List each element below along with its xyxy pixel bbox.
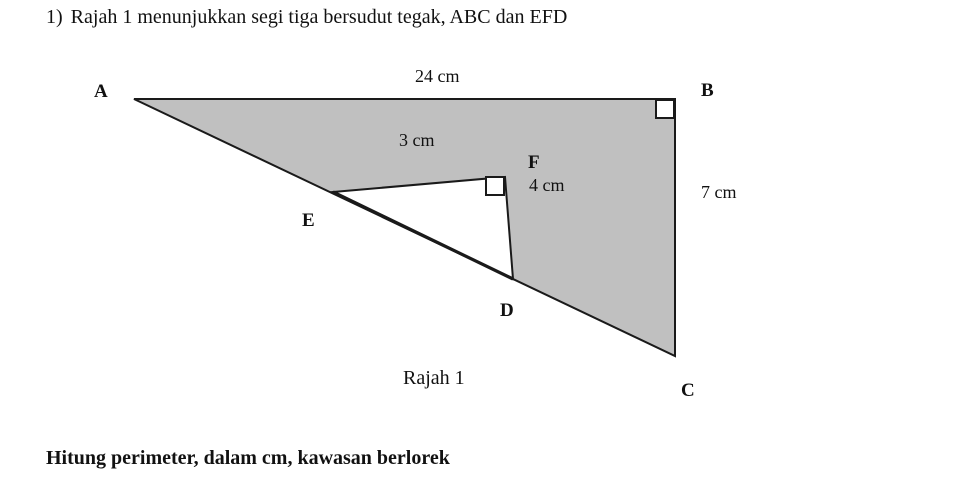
right-angle-marker-f	[486, 177, 504, 195]
diagram-caption: Rajah 1	[403, 367, 465, 389]
question-statement: Rajah 1 menunjukkan segi tiga bersudut tegak, ABC dan EFD	[70, 6, 568, 28]
measure-ef: 3 cm	[399, 130, 435, 150]
vertex-label-b: B	[701, 80, 714, 101]
right-angle-marker-b	[656, 100, 674, 118]
vertex-label-e: E	[302, 210, 315, 231]
vertex-label-a: A	[94, 81, 108, 102]
instruction-text: Hitung perimeter, dalam cm, kawasan berlorek	[46, 447, 450, 469]
vertex-label-c: C	[681, 380, 695, 401]
vertex-label-f: F	[528, 152, 540, 173]
measure-fd: 4 cm	[529, 175, 565, 195]
vertex-label-d: D	[500, 300, 514, 321]
measure-bc: 7 cm	[701, 182, 737, 202]
measure-ab: 24 cm	[415, 66, 460, 86]
question-number: 1)	[46, 6, 63, 28]
